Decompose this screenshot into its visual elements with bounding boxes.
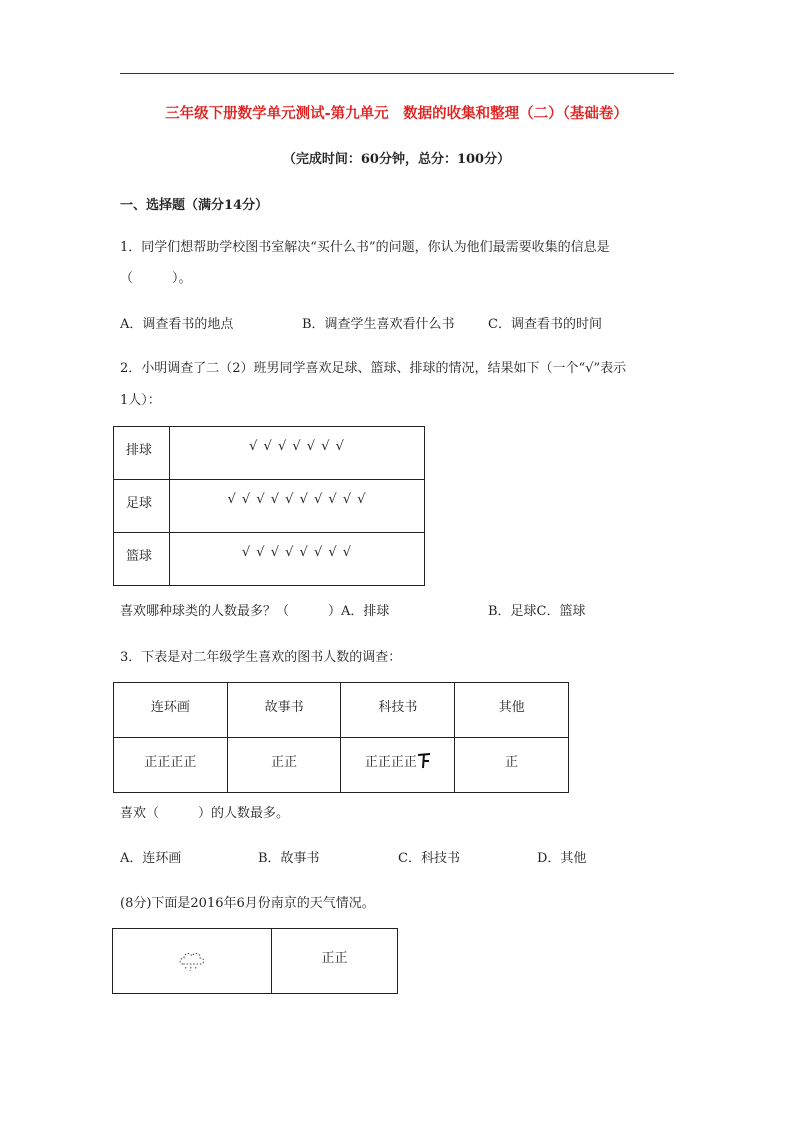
row-label: 足球 — [114, 480, 170, 533]
header-cell: 其他 — [455, 683, 569, 738]
q3-option-c: C．科技书 — [398, 851, 460, 866]
time-score-note: （完成时间：60分钟，总分：100分） — [282, 152, 511, 167]
q3-question: 喜欢（ ）的人数最多。 — [120, 806, 290, 821]
tally-cell: 正正 — [272, 929, 398, 994]
q1-blank: （ ）。 — [120, 271, 192, 286]
partial-tally-mark — [417, 752, 431, 770]
page-title: 三年级下册数学单元测试-第九单元 数据的收集和整理（二）（基础卷） — [165, 105, 628, 122]
header-cell: 连环画 — [114, 683, 228, 738]
weather-icon-cell — [113, 929, 272, 994]
row-label: 篮球 — [114, 533, 170, 586]
table-row — [113, 929, 398, 994]
q3-option-b: B．故事书 — [258, 851, 320, 866]
q1-text: 1．同学们想帮助学校图书室解决“买什么书”的问题，你认为他们最需要收集的信息是 — [120, 240, 610, 255]
section-heading: 一、选择题（满分14分） — [120, 198, 269, 213]
q1-option-c: C．调查看书的时间 — [488, 317, 602, 332]
book-survey-table — [113, 682, 569, 793]
check-marks: √ √ √ √ √ √ √ — [170, 427, 425, 480]
ball-survey-table — [113, 426, 425, 586]
cloudy-weather-icon — [177, 947, 207, 973]
q2-note: 1人）： — [120, 393, 161, 408]
header-cell: 科技书 — [341, 683, 455, 738]
check-marks: √ √ √ √ √ √ √ √ √ √ — [170, 480, 425, 533]
table-row — [114, 533, 425, 586]
header-rule — [120, 73, 674, 74]
q4-text: (8分)下面是2016年6月份南京的天气情况。 — [120, 896, 375, 911]
q2-question: 喜欢哪种球类的人数最多？（ ）A．排球 — [120, 604, 390, 619]
tally-cell: 正正正正 — [114, 738, 228, 793]
q1-option-b: B．调查学生喜欢看什么书 — [302, 317, 455, 332]
tally-text: 正正正正 — [364, 755, 417, 770]
q1-option-a: A．调查看书的地点 — [120, 317, 234, 332]
check-marks: √ √ √ √ √ √ √ √ — [170, 533, 425, 586]
tally-cell — [341, 738, 455, 793]
tally-cell: 正 — [455, 738, 569, 793]
header-cell: 故事书 — [227, 683, 341, 738]
row-label: 排球 — [114, 427, 170, 480]
q3-option-a: A．连环画 — [120, 851, 182, 866]
q3-text: 3．下表是对二年级学生喜欢的图书人数的调查： — [120, 650, 402, 665]
q2-options: B．足球C．篮球 — [488, 604, 586, 619]
q3-option-d: D．其他 — [537, 851, 587, 866]
q2-text: 2．小明调查了二（2）班男同学喜欢足球、篮球、排球的情况，结果如下（一个“√”表示 — [120, 361, 627, 376]
table-row — [114, 683, 569, 738]
tally-cell: 正正 — [227, 738, 341, 793]
table-row — [114, 427, 425, 480]
table-row — [114, 738, 569, 793]
table-row — [114, 480, 425, 533]
weather-table — [112, 928, 398, 994]
